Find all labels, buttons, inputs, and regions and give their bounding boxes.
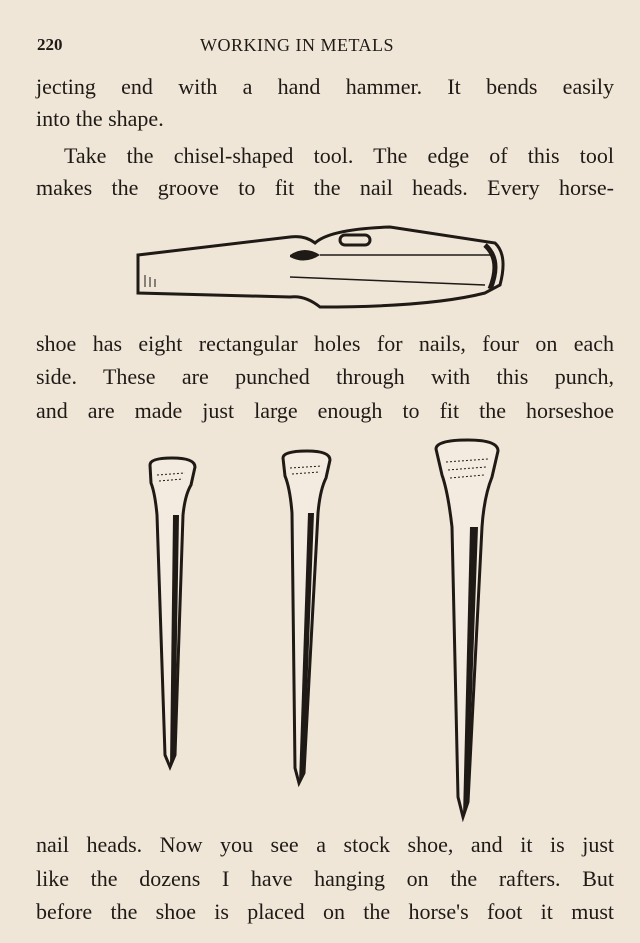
text-line: into the shape. [36, 106, 164, 131]
horseshoe-nail-medium-illustration [278, 448, 336, 788]
text-line: Take the chisel-shaped tool. The edge of this tool [64, 143, 614, 168]
text-line: before the shoe is placed on the horse's foot it must [36, 899, 614, 924]
text-line: makes the groove to fit the nail heads. Every horse- [36, 175, 614, 200]
text-line: shoe has eight rectangular holes for nails, four on each [36, 331, 614, 356]
chisel-tool-illustration [130, 215, 515, 315]
running-title: WORKING IN METALS [200, 35, 395, 55]
page-number: 220 [37, 35, 63, 54]
text-line: nail heads. Now you see a stock shoe, and it is just [36, 832, 614, 857]
text-line: and are made just large enough to fit the horseshoe [36, 398, 614, 423]
horseshoe-nail-small-illustration [145, 455, 200, 775]
text-line: like the dozens I have hanging on the rafters. But [36, 866, 614, 891]
text-line: side. These are punched through with this punch, [36, 364, 614, 389]
text-line: jecting end with a hand hammer. It bends easily [36, 74, 614, 99]
horseshoe-nail-large-illustration [432, 437, 504, 822]
